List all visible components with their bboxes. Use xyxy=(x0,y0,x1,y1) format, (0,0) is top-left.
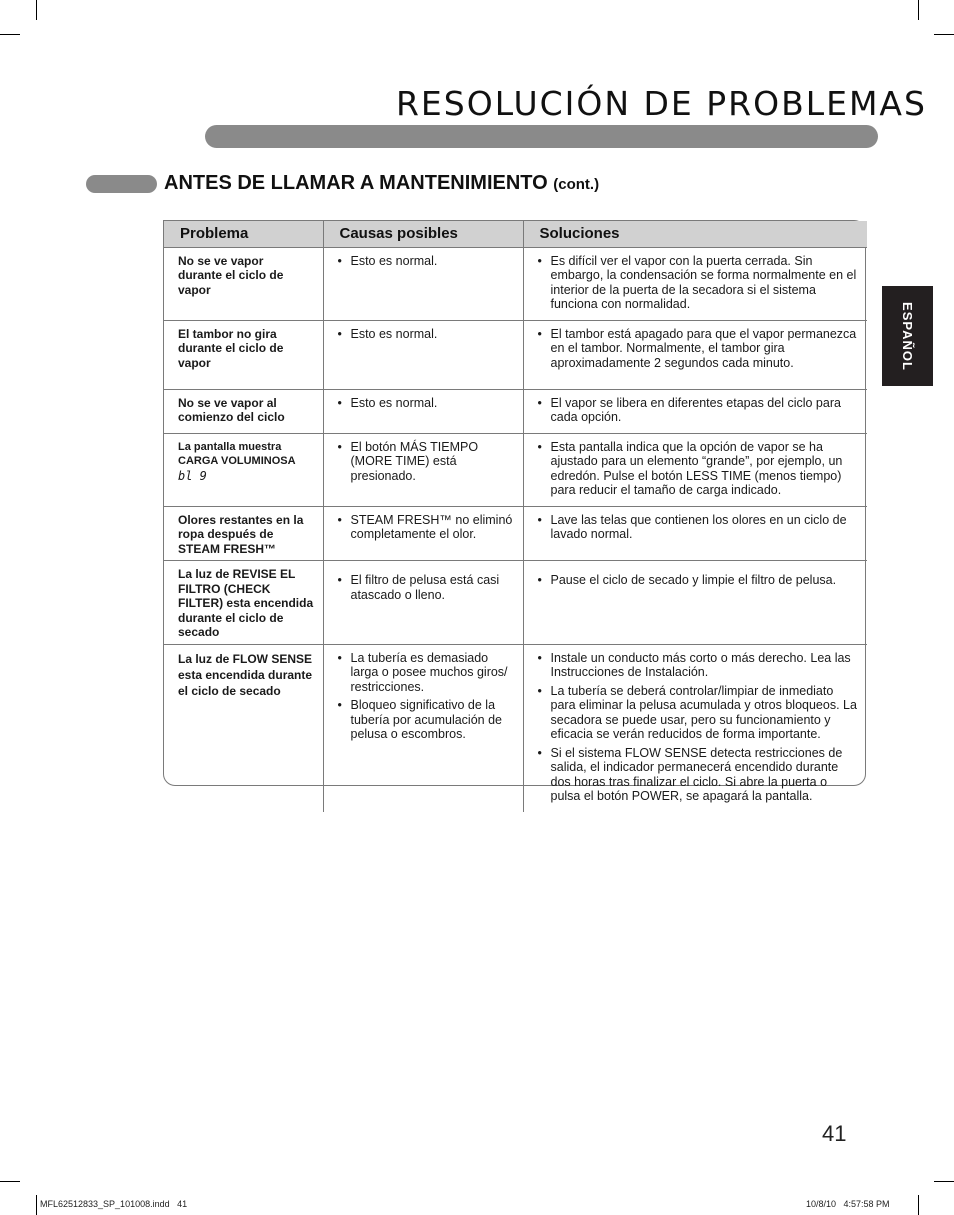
section-title-suffix: (cont.) xyxy=(553,176,600,193)
problem-cell: El tambor no gira durante el ciclo de vapor xyxy=(164,320,323,389)
crop-mark xyxy=(0,34,20,35)
causes-cell xyxy=(323,320,523,389)
causes-cell xyxy=(323,247,523,320)
crop-mark xyxy=(36,1195,37,1215)
solution-item: • El tambor está apagado para que el vapor permanezca en el tambor. Normalmente, el tambor gira aproximadamente 2 segundos cada minuto. xyxy=(538,327,860,371)
solutions-cell xyxy=(523,561,867,645)
causes-cell xyxy=(323,389,523,433)
page-number: 41 xyxy=(822,1121,847,1146)
solutions-cell xyxy=(523,644,867,812)
table-row xyxy=(164,644,867,812)
footer-timestamp: 10/8/10 4:57:58 PM xyxy=(806,1199,890,1209)
language-tab-label: ESPAÑOL xyxy=(900,301,916,371)
solution-item: • Instale un conducto más corto o más derecho. Lea las Instrucciones de Instalación. xyxy=(538,651,860,680)
causes-cell xyxy=(323,561,523,645)
section-title-text: ANTES DE LLAMAR A MANTENIMIENTO xyxy=(164,172,548,194)
solution-item: • Es difícil ver el vapor con la puerta cerrada. Sin embargo, la condensación se forma normalmente en el interior de la puerta de la secadora si el sistema funciona con normalidad. xyxy=(538,254,860,312)
cause-item: • STEAM FRESH™ no eliminó completamente el olor. xyxy=(338,513,515,542)
solution-item: • El vapor se libera en diferentes etapas del ciclo para cada opción. xyxy=(538,396,860,425)
causes-cell xyxy=(323,433,523,506)
crop-mark xyxy=(918,0,919,20)
problem-text: La pantalla muestra CARGA VOLUMINOSA xyxy=(178,440,296,467)
crop-mark xyxy=(934,1181,954,1182)
table-row xyxy=(164,320,867,389)
crop-mark xyxy=(0,1181,20,1182)
causes-cell xyxy=(323,644,523,812)
solution-item: • Si el sistema FLOW SENSE detecta restricciones de salida, el indicador permanecerá encendido durante dos horas tras finalizar el ciclo. Si abre la puerta o pulsa el botón POWER, se apagará la pantalla. xyxy=(538,746,860,804)
table-row xyxy=(164,389,867,433)
causes-cell xyxy=(323,506,523,561)
solutions-cell xyxy=(523,247,867,320)
cause-item: • El botón MÁS TIEMPO (MORE TIME) está presionado. xyxy=(338,440,515,484)
table xyxy=(164,221,867,812)
problem-cell: La luz de REVISE EL FILTRO (CHECK FILTER) esta encendida durante el ciclo de secado xyxy=(164,561,323,645)
display-code: bl 9 xyxy=(178,468,207,483)
cause-item: • Esto es normal. xyxy=(338,396,515,411)
troubleshooting-table xyxy=(163,220,866,803)
table-row xyxy=(164,433,867,506)
cause-item: • Bloqueo significativo de la tubería por acumulación de pelusa o escombros. xyxy=(338,698,515,742)
footer-file-info: MFL62512833_SP_101008.indd 41 xyxy=(40,1199,188,1209)
problem-cell: Olores restantes en la ropa después de STEAM FRESH™ xyxy=(164,506,323,561)
header-solutions: Soluciones xyxy=(523,221,867,247)
language-tab xyxy=(882,286,933,386)
cause-item: • Esto es normal. xyxy=(338,327,515,342)
table-row xyxy=(164,561,867,645)
solutions-cell xyxy=(523,389,867,433)
solution-item: • Pause el ciclo de secado y limpie el filtro de pelusa. xyxy=(538,573,860,588)
problem-cell: No se ve vapor durante el ciclo de vapor xyxy=(164,247,323,320)
table-row xyxy=(164,506,867,561)
problem-cell: No se ve vapor al comienzo del ciclo xyxy=(164,389,323,433)
cause-item: • La tubería es demasiado larga o posee muchos giros/ restricciones. xyxy=(338,651,515,695)
cause-item: • Esto es normal. xyxy=(338,254,515,269)
crop-mark xyxy=(934,34,954,35)
problem-cell xyxy=(164,433,323,506)
solution-item: • Esta pantalla indica que la opción de vapor se ha ajustado para un elemento “grande”, por ejemplo, un edredón. Pulse el botón LESS TIME (menos tiempo) para reducir el tamaño de carga indicado. xyxy=(538,440,860,498)
cause-item: • El filtro de pelusa está casi atascado o lleno. xyxy=(338,573,515,602)
solution-item: • Lave las telas que contienen los olores en un ciclo de lavado normal. xyxy=(538,513,860,542)
title-bar xyxy=(205,125,878,148)
table-row xyxy=(164,247,867,320)
section-pill xyxy=(86,175,157,193)
crop-mark xyxy=(36,0,37,20)
solutions-cell xyxy=(523,320,867,389)
page-title: RESOLUCIÓN DE PROBLEMAS xyxy=(396,84,927,123)
section-title xyxy=(164,172,599,195)
table-header-row xyxy=(164,221,867,247)
solutions-cell xyxy=(523,506,867,561)
crop-mark xyxy=(918,1195,919,1215)
solution-item: • La tubería se deberá controlar/limpiar de inmediato para eliminar la pelusa acumulada y otros bloqueos. La secadora se puede usar, pero su funcionamiento y eficacia se verán reducidos de forma importante. xyxy=(538,684,860,742)
header-causes: Causas posibles xyxy=(323,221,523,247)
header-problem: Problema xyxy=(164,221,323,247)
problem-cell: La luz de FLOW SENSE esta encendida durante el ciclo de secado xyxy=(164,644,323,812)
solutions-cell xyxy=(523,433,867,506)
